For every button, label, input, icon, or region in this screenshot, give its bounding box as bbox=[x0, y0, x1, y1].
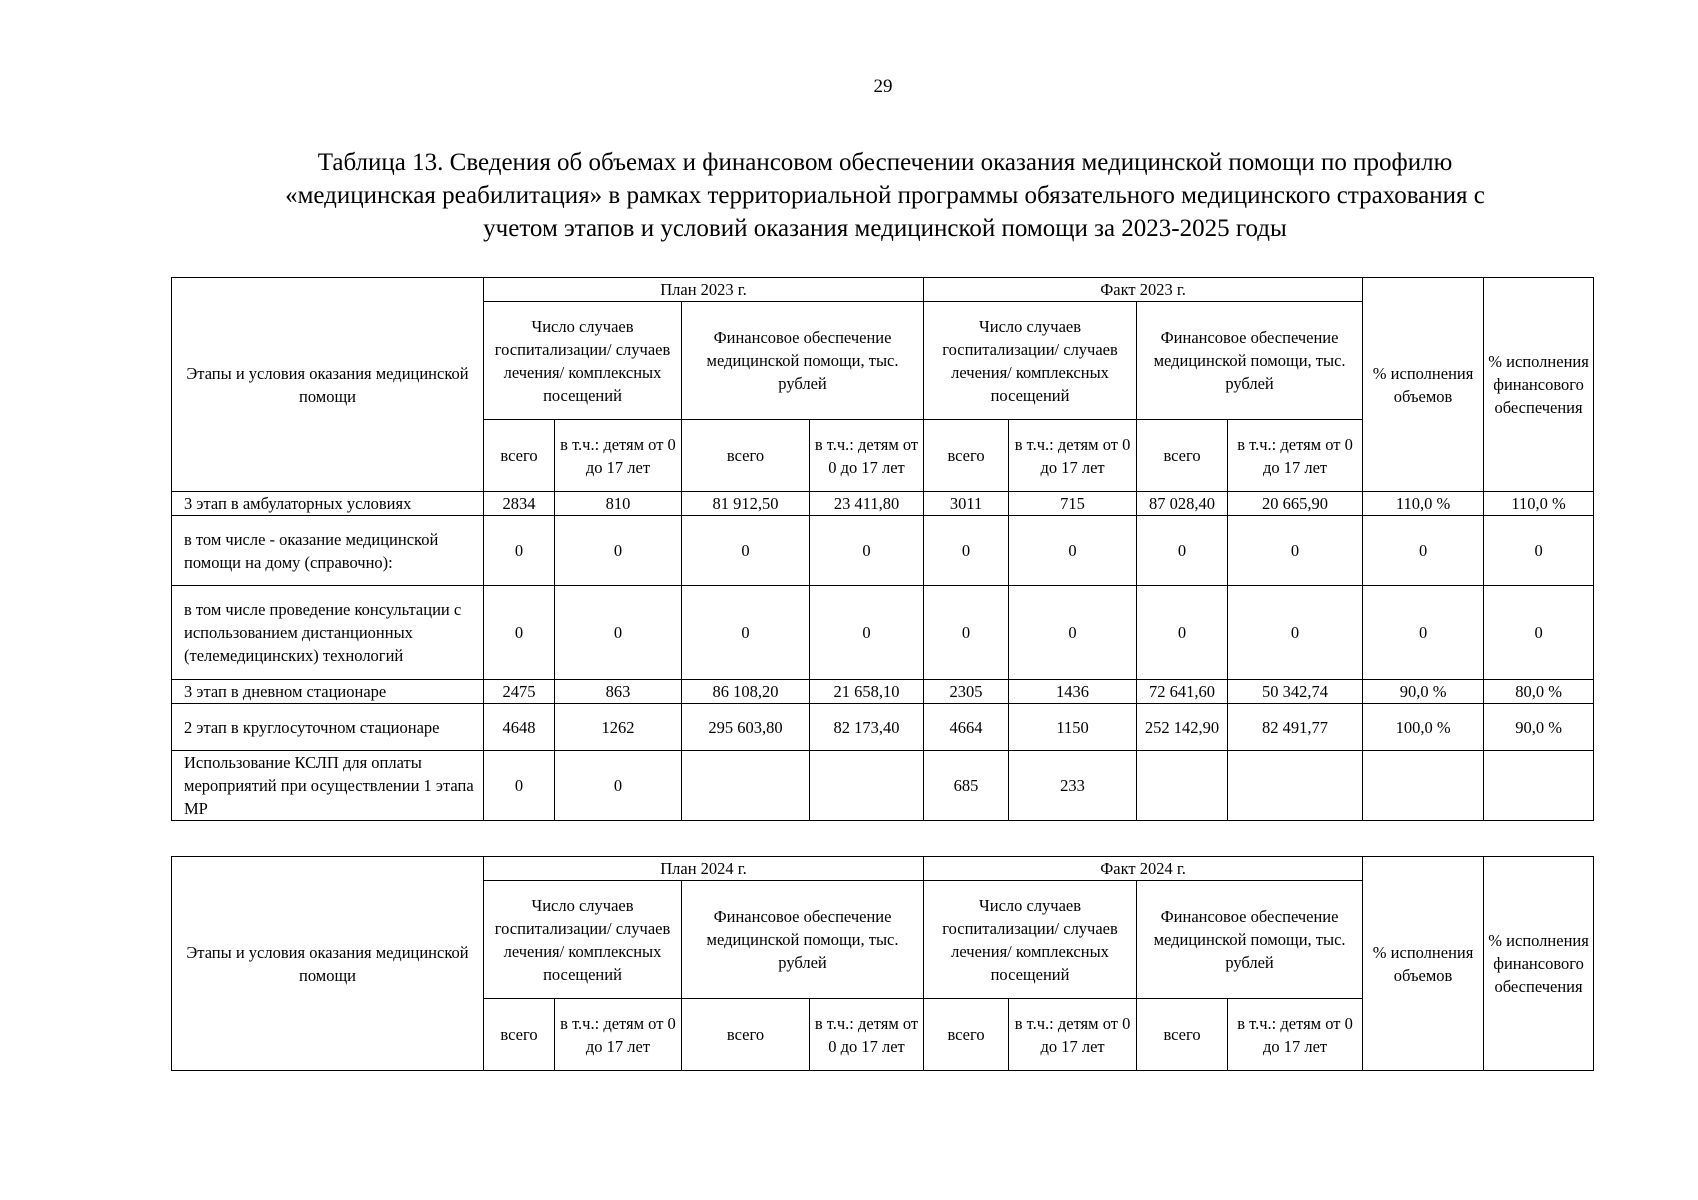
title-line-3: учетом этапов и условий оказания медицинской помощи за 2023-2025 годы bbox=[483, 215, 1287, 242]
header-finance-fact: Финансовое обеспечение медицинской помощи, тыс. рублей bbox=[1137, 302, 1363, 420]
header-total: всего bbox=[924, 999, 1009, 1071]
header-total: всего bbox=[484, 420, 555, 492]
header-finance-plan: Финансовое обеспечение медицинской помощи, тыс. рублей bbox=[682, 881, 924, 999]
cell: 1150 bbox=[1009, 704, 1137, 751]
table-title bbox=[190, 146, 1580, 245]
header-finance-plan: Финансовое обеспечение медицинской помощи, тыс. рублей bbox=[682, 302, 924, 420]
cell: 0 bbox=[1228, 516, 1363, 586]
cell: 1262 bbox=[555, 704, 682, 751]
cell bbox=[1228, 751, 1363, 821]
cell: 0 bbox=[1009, 586, 1137, 680]
cell bbox=[1363, 751, 1484, 821]
header-fact: Факт 2024 г. bbox=[924, 857, 1363, 881]
cell: 233 bbox=[1009, 751, 1137, 821]
table-row bbox=[172, 516, 1594, 586]
table-row bbox=[172, 492, 1594, 516]
cell: 100,0 % bbox=[1363, 704, 1484, 751]
header-pct-volume: % исполнения объемов bbox=[1363, 278, 1484, 492]
cell: 863 bbox=[555, 680, 682, 704]
cell: 87 028,40 bbox=[1137, 492, 1228, 516]
cell: 2475 bbox=[484, 680, 555, 704]
header-cases-plan: Число случаев госпитализации/ случаев лечения/ комплексных посещений bbox=[484, 302, 682, 420]
header-children: в т.ч.: детям от 0 до 17 лет bbox=[1228, 999, 1363, 1071]
table-2024 bbox=[171, 856, 1594, 1071]
header-children: в т.ч.: детям от 0 до 17 лет bbox=[810, 420, 924, 492]
cell bbox=[810, 751, 924, 821]
header-cases-plan: Число случаев госпитализации/ случаев лечения/ комплексных посещений bbox=[484, 881, 682, 999]
row-label: 3 этап в амбулаторных условиях bbox=[172, 492, 484, 516]
cell: 110,0 % bbox=[1484, 492, 1594, 516]
cell: 0 bbox=[1363, 586, 1484, 680]
header-fact: Факт 2023 г. bbox=[924, 278, 1363, 302]
header-plan: План 2023 г. bbox=[484, 278, 924, 302]
table-row bbox=[172, 704, 1594, 751]
row-label: 2 этап в круглосуточном стационаре bbox=[172, 704, 484, 751]
cell: 0 bbox=[810, 516, 924, 586]
cell: 0 bbox=[924, 586, 1009, 680]
cell: 1436 bbox=[1009, 680, 1137, 704]
cell: 0 bbox=[1228, 586, 1363, 680]
header-children: в т.ч.: детям от 0 до 17 лет bbox=[555, 999, 682, 1071]
cell: 0 bbox=[1484, 586, 1594, 680]
header-children: в т.ч.: детям от 0 до 17 лет bbox=[555, 420, 682, 492]
cell: 20 665,90 bbox=[1228, 492, 1363, 516]
table-2023 bbox=[171, 277, 1594, 821]
cell: 0 bbox=[484, 586, 555, 680]
row-label: 3 этап в дневном стационаре bbox=[172, 680, 484, 704]
header-finance-fact: Финансовое обеспечение медицинской помощи, тыс. рублей bbox=[1137, 881, 1363, 999]
cell: 0 bbox=[484, 516, 555, 586]
row-label: в том числе - оказание медицинской помощи на дому (справочно): bbox=[172, 516, 484, 586]
header-total: всего bbox=[484, 999, 555, 1071]
cell: 295 603,80 bbox=[682, 704, 810, 751]
cell: 21 658,10 bbox=[810, 680, 924, 704]
cell: 0 bbox=[555, 586, 682, 680]
cell: 80,0 % bbox=[1484, 680, 1594, 704]
cell: 3011 bbox=[924, 492, 1009, 516]
cell: 2834 bbox=[484, 492, 555, 516]
table-row bbox=[172, 680, 1594, 704]
header-children: в т.ч.: детям от 0 до 17 лет bbox=[810, 999, 924, 1071]
row-label: Использование КСЛП для оплаты мероприятий при осуществлении 1 этапа МР bbox=[172, 751, 484, 821]
cell: 0 bbox=[1484, 516, 1594, 586]
header-children: в т.ч.: детям от 0 до 17 лет bbox=[1228, 420, 1363, 492]
cell bbox=[1484, 751, 1594, 821]
cell: 50 342,74 bbox=[1228, 680, 1363, 704]
header-children: в т.ч.: детям от 0 до 17 лет bbox=[1009, 420, 1137, 492]
cell: 110,0 % bbox=[1363, 492, 1484, 516]
cell: 0 bbox=[682, 586, 810, 680]
header-children: в т.ч.: детям от 0 до 17 лет bbox=[1009, 999, 1137, 1071]
page-number: 29 bbox=[873, 76, 893, 97]
table-row bbox=[172, 751, 1594, 821]
cell: 0 bbox=[1363, 516, 1484, 586]
title-line-2: «медицинская реабилитация» в рамках территориальной программы обязательного медицинского страхования с bbox=[285, 182, 1485, 209]
cell: 2305 bbox=[924, 680, 1009, 704]
cell: 81 912,50 bbox=[682, 492, 810, 516]
cell: 0 bbox=[1137, 586, 1228, 680]
cell bbox=[1137, 751, 1228, 821]
header-cases-fact: Число случаев госпитализации/ случаев лечения/ комплексных посещений bbox=[924, 881, 1137, 999]
cell: 810 bbox=[555, 492, 682, 516]
row-label: в том числе проведение консультации с использованием дистанционных (телемедицинских) технологий bbox=[172, 586, 484, 680]
cell: 0 bbox=[555, 751, 682, 821]
cell: 0 bbox=[924, 516, 1009, 586]
header-total: всего bbox=[1137, 999, 1228, 1071]
cell: 86 108,20 bbox=[682, 680, 810, 704]
cell: 72 641,60 bbox=[1137, 680, 1228, 704]
title-line-1: Таблица 13. Сведения об объемах и финансовом обеспечении оказания медицинской помощи по профилю bbox=[317, 149, 1453, 176]
cell: 90,0 % bbox=[1484, 704, 1594, 751]
cell: 4648 bbox=[484, 704, 555, 751]
cell: 0 bbox=[1137, 516, 1228, 586]
header-total: всего bbox=[682, 999, 810, 1071]
cell: 23 411,80 bbox=[810, 492, 924, 516]
cell: 82 491,77 bbox=[1228, 704, 1363, 751]
header-stage: Этапы и условия оказания медицинской помощи bbox=[172, 857, 484, 1071]
cell: 4664 bbox=[924, 704, 1009, 751]
cell bbox=[682, 751, 810, 821]
header-total: всего bbox=[1137, 420, 1228, 492]
header-pct-finance: % исполнения финансового обеспечения bbox=[1484, 857, 1594, 1071]
header-pct-finance: % исполнения финансового обеспечения bbox=[1484, 278, 1594, 492]
cell: 82 173,40 bbox=[810, 704, 924, 751]
header-pct-volume: % исполнения объемов bbox=[1363, 857, 1484, 1071]
cell: 0 bbox=[555, 516, 682, 586]
cell: 0 bbox=[1009, 516, 1137, 586]
cell: 0 bbox=[810, 586, 924, 680]
header-cases-fact: Число случаев госпитализации/ случаев лечения/ комплексных посещений bbox=[924, 302, 1137, 420]
header-total: всего bbox=[682, 420, 810, 492]
header-stage: Этапы и условия оказания медицинской помощи bbox=[172, 278, 484, 492]
cell: 685 bbox=[924, 751, 1009, 821]
cell: 252 142,90 bbox=[1137, 704, 1228, 751]
cell: 0 bbox=[484, 751, 555, 821]
cell: 0 bbox=[682, 516, 810, 586]
header-plan: План 2024 г. bbox=[484, 857, 924, 881]
header-total: всего bbox=[924, 420, 1009, 492]
cell: 715 bbox=[1009, 492, 1137, 516]
table-row bbox=[172, 586, 1594, 680]
cell: 90,0 % bbox=[1363, 680, 1484, 704]
